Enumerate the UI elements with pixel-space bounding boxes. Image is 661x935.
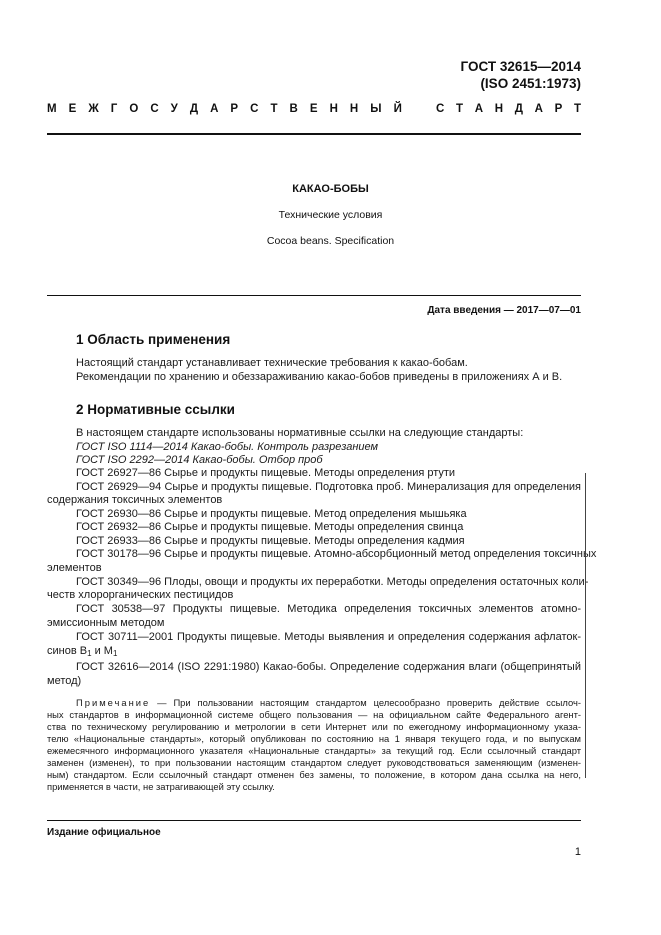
normative-reference: ГОСТ 26933—86 Сырье и продукты пищевые. Методы определения кадмия (76, 535, 465, 547)
banner-letter: Й (393, 103, 402, 115)
normative-reference-cont: содержания токсичных элементов (47, 494, 223, 506)
note-text: — При пользовании настоящим стандартом целесообразно проверить действие ссылоч- (150, 697, 581, 708)
banner-letter: Т (456, 103, 464, 115)
banner-letter: С (436, 103, 445, 115)
note-line (76, 697, 581, 709)
normative-reference-cont: метод) (47, 675, 82, 687)
note-label: Примечание (76, 697, 151, 708)
banner-letter: В (289, 103, 298, 115)
title-rule (47, 295, 581, 296)
banner-letter: Н (349, 103, 359, 115)
normative-reference: ГОСТ 32616—2014 (ISO 2291:1980) Какао-бобы. Определение содержания влаги (общепринятый (76, 661, 581, 673)
banner-letter: А (474, 103, 484, 115)
subscript: 1 (112, 649, 118, 658)
interstate-standard-banner (47, 103, 581, 115)
note-line: ным) стандартом. Если ссылочный стандарт отменен без замены, то положение, в котором дана ссылка на него, (47, 769, 581, 780)
banner-letter: Н (494, 103, 504, 115)
banner-letter: Р (230, 103, 239, 115)
note-line: применяется в части, не затрагивающей эту ссылку. (47, 781, 275, 792)
normative-reference: ГОСТ 26927—86 Сырье и продукты пищевые. Методы определения ртути (76, 467, 456, 479)
banner-letter: Ы (370, 103, 382, 115)
iso-number: (ISO 2451:1973) (480, 76, 581, 91)
aflatoxin-b-text: синов B (47, 645, 88, 657)
page-number: 1 (574, 846, 581, 858)
note-line: ных стандартов в информационной системе общего пользования — на официальном сайте Федерального агент- (47, 709, 581, 720)
banner-letter: Д (514, 103, 523, 115)
banner-letter: О (129, 103, 139, 115)
aflatoxin-m-text: и M (91, 645, 113, 657)
normative-reference: ГОСТ 30178—96 Сырье и продукты пищевые. Атомно-абсорбционный метод определения токсичных (76, 548, 597, 560)
banner-letter: Е (68, 103, 77, 115)
banner-letter: Р (554, 103, 563, 115)
normative-reference: ГОСТ 30349—96 Плоды, овощи и продукты их переработки. Методы определения остаточных коли- (76, 576, 589, 588)
banner-letter: А (534, 103, 543, 115)
banner-letter: Ж (88, 103, 99, 115)
normative-reference: ГОСТ ISO 2292—2014 Какао-бобы. Отбор проб (76, 454, 323, 466)
revision-bar (585, 473, 586, 778)
introduction-date: Дата введения — 2017—07—01 (427, 305, 581, 316)
banner-letter: У (170, 103, 178, 115)
banner-letter: М (47, 103, 57, 115)
subscript: 1 (87, 649, 92, 658)
normative-reference: ГОСТ 30538—97 Продукты пищевые. Методика определения токсичных элементов атомно- (76, 603, 581, 615)
note-line: ства по техническому регулированию и метрологии в сети Интернет или по ежегодному информационному указа- (47, 721, 581, 732)
banner-letter: Д (189, 103, 199, 115)
banner-letter: Т (573, 103, 581, 115)
banner-letter: А (210, 103, 219, 115)
section-1-heading: 1 Область применения (76, 332, 231, 347)
paragraph-line: В настоящем стандарте использованы нормативные ссылки на следующие стандарты: (76, 427, 524, 439)
note-line: ежемесячного информационного указателя «Национальные стандарты» за текущий год. Если ссылочный стандарт (47, 745, 581, 756)
english-title: Cocoa beans. Specification (266, 235, 395, 247)
normative-reference: ГОСТ 26929—94 Сырье и продукты пищевые. Подготовка проб. Минерализация для определения (76, 481, 581, 493)
banner-letter: Т (270, 103, 278, 115)
banner-letter: Г (110, 103, 118, 115)
normative-reference: ГОСТ 26932—86 Сырье и продукты пищевые. Методы определения свинца (76, 521, 464, 533)
normative-reference-cont: эмиссионным методом (47, 617, 165, 629)
normative-reference: ГОСТ 26930—86 Сырье и продукты пищевые. Метод определения мышьяка (76, 508, 467, 520)
document-designation (461, 58, 581, 92)
interstate-word (47, 103, 402, 115)
normative-reference-cont: элементов (47, 562, 102, 574)
official-edition: Издание официальное (47, 827, 161, 838)
standard-word (436, 103, 581, 115)
banner-letter: Н (329, 103, 338, 115)
header-rule (47, 133, 581, 135)
normative-reference-cont: честв хлорорганических пестицидов (47, 589, 234, 601)
banner-letter: С (150, 103, 159, 115)
section-2-heading: 2 Нормативные ссылки (76, 402, 235, 417)
banner-letter: Е (309, 103, 318, 115)
paragraph-line: Настоящий стандарт устанавливает технические требования к какао-бобам. (76, 357, 468, 369)
normative-reference: ГОСТ ISO 1114—2014 Какао-бобы. Контроль разрезанием (76, 441, 379, 453)
note-line: заменен (изменен), то при пользовании настоящим стандартом следует руководствоваться заменяющим (изменен- (47, 757, 581, 768)
document-subtitle: Технические условия (278, 209, 383, 221)
note-line: телю «Национальные стандарты», который опубликован по состоянию на 1 января текущего года, и по выпускам (47, 733, 581, 744)
paragraph-line: Рекомендации по хранению и обеззараживанию какао-бобов приведены в приложениях А и В. (76, 371, 563, 383)
normative-reference: ГОСТ 30711—2001 Продукты пищевые. Методы выявления и определения содержания афлаток- (76, 631, 581, 643)
normative-reference-cont (47, 645, 117, 660)
document-title: КАКАО-БОБЫ (292, 183, 369, 195)
banner-letter: С (250, 103, 259, 115)
footer-rule (47, 820, 581, 821)
gost-number: ГОСТ 32615—2014 (460, 59, 581, 74)
